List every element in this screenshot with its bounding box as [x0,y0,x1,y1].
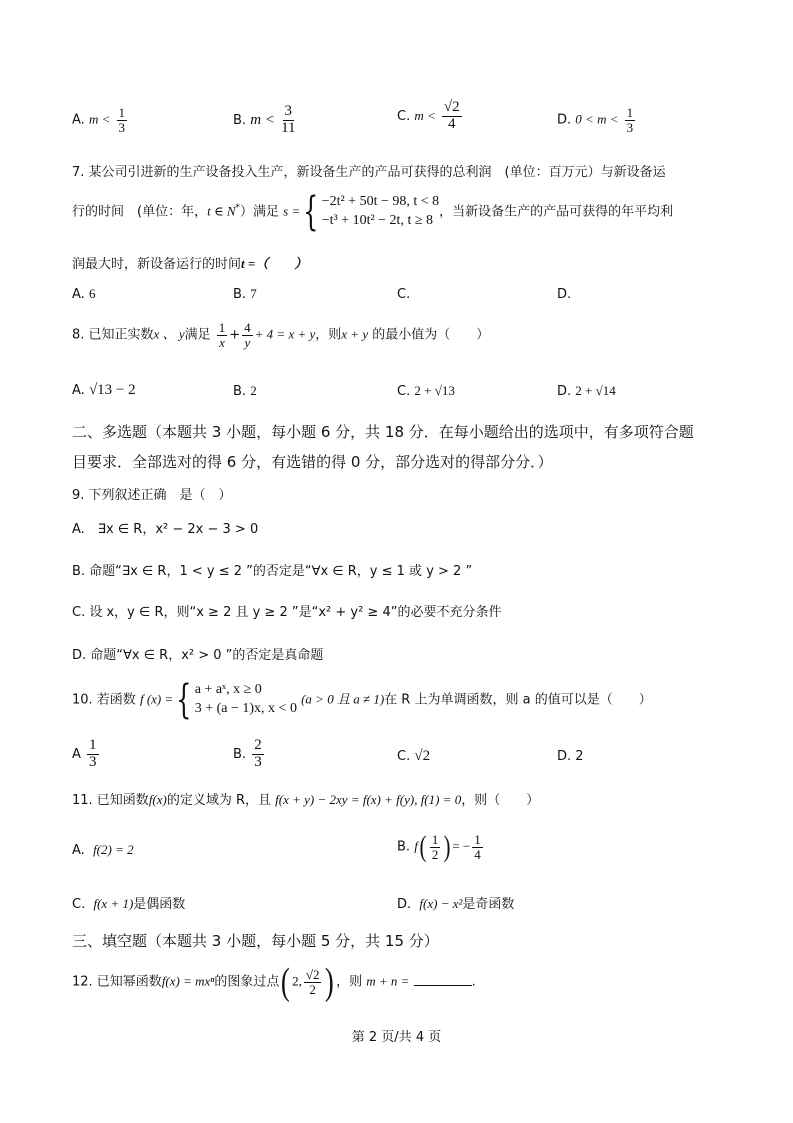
q11-option-d: D. f(x) − x²是奇函数 [397,896,515,912]
q9-option-b: B. 命题“∃x ∈ R，1 < y ≤ 2 ”的否定是“∀x ∈ R，y ≤ 1 或 y > 2 ” [72,564,473,579]
case-2: −t³ + 10t² − 2t, t ≥ 8 [321,213,434,228]
option-expression: m < [88,111,111,127]
q12-stem: 12. 已知幂函数f(x) = mxⁿ的图象过点( 2, $\frac{√2}{2}$ ) ，则 m + n = . [72,961,476,1003]
option-label: A. [72,112,85,128]
fraction: $\frac{√2}{2}$ [305,966,320,997]
section-3-title: 三、填空题（本题共 3 小题，每小题 5 分，共 15 分） [72,932,439,950]
q7-line2: 行的时间 (单位：年，t ∈ N*）满足 s ={ −2t² + 50t − 98, t < 8 −t³ + 10t² − 2t, t ≥ 8 ，当新设备生产的产品可获得的年平均利 [72,189,674,235]
q10-stem [72,677,652,723]
q10-text: 在 R 上为单调函数，则 a 的值可以是（ ） [384,692,652,708]
q8-expr: x + y [341,326,369,342]
option-expression: 0 < m < [575,111,619,127]
q6-option-b [233,104,298,137]
q11-text: 11. 已知函数 [72,793,149,808]
q7-line1: 7. 某公司引进新的生产设备投入生产，新设备生产的产品可获得的总利润 (单位：百万元）与新设备运 [72,165,666,180]
fraction: $\frac{1}{x}$ [218,320,226,350]
q11-equation: f(x + y) − 2xy = f(x) + f(y), f(1) = 0 [275,792,462,807]
q10-condition: (a > 0 且 a ≠ 1) [301,691,385,707]
q7-option-b: B. 7 [233,286,257,302]
option-expression: m < [250,111,275,128]
q8-option-a: A. √13 − 2 [72,382,136,398]
q8-text: 满足 [184,327,211,343]
q8-text: ，则 [315,327,342,343]
q9-option-c: C. 设 x，y ∈ R，则“x ≥ 2 且 y ≥ 2 ”是“x² + y² ≥ 4”的必要不充分条件 [72,605,502,620]
fraction: $\frac{2}{3}$ [254,737,262,770]
q10-option-b: B. $\frac{2}{3}$ [233,737,262,770]
q12-expr: m + n = [366,973,410,989]
fraction: $\frac{√2}{4}$ [443,99,460,132]
q9-stem: 9. 下列叙述正确 是（ ） [72,488,232,503]
case-1: −2t² + 50t − 98, t < 8 [321,194,440,210]
q7-text: 润最大时，新设备运行的时间 [72,257,242,272]
answer-blank[interactable] [414,973,472,986]
q8-vars: x 、 y [153,326,185,342]
fraction: $\frac{1}{3}$ [89,737,97,770]
q7-option-c: C. [397,287,411,302]
q7-answer-slot: t =（ ） [241,256,308,271]
q10-option-c: C. √2 [397,748,431,764]
q6-option-d [557,106,637,134]
fraction: $\frac{1}{3}$ [118,105,125,135]
q8-stem: 8. 已知正实数x 、 y满足 $\frac{1}{x}$ + $\frac{4}{y}$ + 4 = x + y，则x + y 的最小值为（ ） [72,320,490,350]
q12-text: . [471,974,476,990]
left-brace: { [176,677,192,723]
fraction: $\frac{1}{3}$ [626,105,634,135]
q11-stem [72,789,539,808]
q11-text: ，则（ ） [461,793,540,808]
q10-text: 10. 若函数 [72,692,136,708]
q12-text: 的图象过点 [214,974,280,990]
option-label: B. [233,112,247,128]
q7-text: ，当新设备生产的产品可获得的年平均利 [439,204,674,220]
left-brace: { [303,189,319,235]
q7-piecewise [322,193,439,231]
q8-option-b: B. 2 [233,383,257,399]
q10-option-d: D. 2 [557,749,584,764]
q11-text: 的定义域为 R，且 [166,793,272,808]
q7-text: 行的时间 (单位：年， [72,204,208,220]
section-2-line1: 二、多选题（本题共 3 小题，每小题 6 分，共 18 分．在每小题给出的选项中，有多项符合题 [72,423,694,441]
option-label: C. [397,108,411,124]
q11-option-a: A. f(2) = 2 [72,842,134,858]
q7-option-a: A. 6 [72,286,96,302]
case-1: a + aˣ, x ≥ 0 [194,682,262,698]
page-footer: 第 2 页/共 4 页 [351,1030,442,1045]
fraction: $\frac{4}{y}$ [244,320,251,350]
q12-text: ，则 [336,974,363,990]
q7-text: ）满足 [239,204,279,220]
q8-option-c: C. 2 + √13 [397,383,455,399]
q7-s: s = [283,203,301,219]
q10-f: f (x) = [139,691,174,707]
q11-f: f(x) [148,792,167,807]
q8-equation: + 4 = x + y [254,326,316,342]
option-expression: m < [414,107,436,123]
q7-set: t ∈ N [207,203,236,219]
fraction: $\frac{1}{2}$ [431,831,439,862]
q12-text: 12. 已知幂函数 [72,974,162,990]
q10-piecewise [195,681,297,719]
fraction: $\frac{3}{11}$ [281,103,296,136]
q12-f: f(x) = mxⁿ [161,973,215,989]
fraction: $\frac{1}{4}$ [474,831,481,862]
q6-option-c [397,100,464,133]
q7-option-d: D. [557,287,572,302]
q10-option-a: A $\frac{1}{3}$ [72,737,97,770]
q7-line3 [72,253,307,272]
q6-option-a [72,106,129,134]
q11-option-c: C. f(x + 1)是偶函数 [72,896,186,912]
section-2-line2: 目要求．全部选对的得 6 分，有选错的得 0 分，部分选对的得部分分．） [72,453,553,471]
q11-option-b: B. f( $\frac{1}{2}$ ) = − $\frac{1}{4}$ [397,830,481,863]
option-label: D. [557,112,572,128]
q8-text: 的最小值为（ ） [372,327,490,343]
q8-option-d: D. 2 + √14 [557,383,616,399]
case-2: 3 + (a − 1)x, x < 0 [194,701,297,716]
q8-text: 8. 已知正实数 [72,327,154,343]
q9-option-a: A. ∃x ∈ R，x² − 2x − 3 > 0 [72,522,259,537]
q9-option-d: D. 命题“∀x ∈ R，x² > 0 ”的否定是真命题 [72,648,324,663]
